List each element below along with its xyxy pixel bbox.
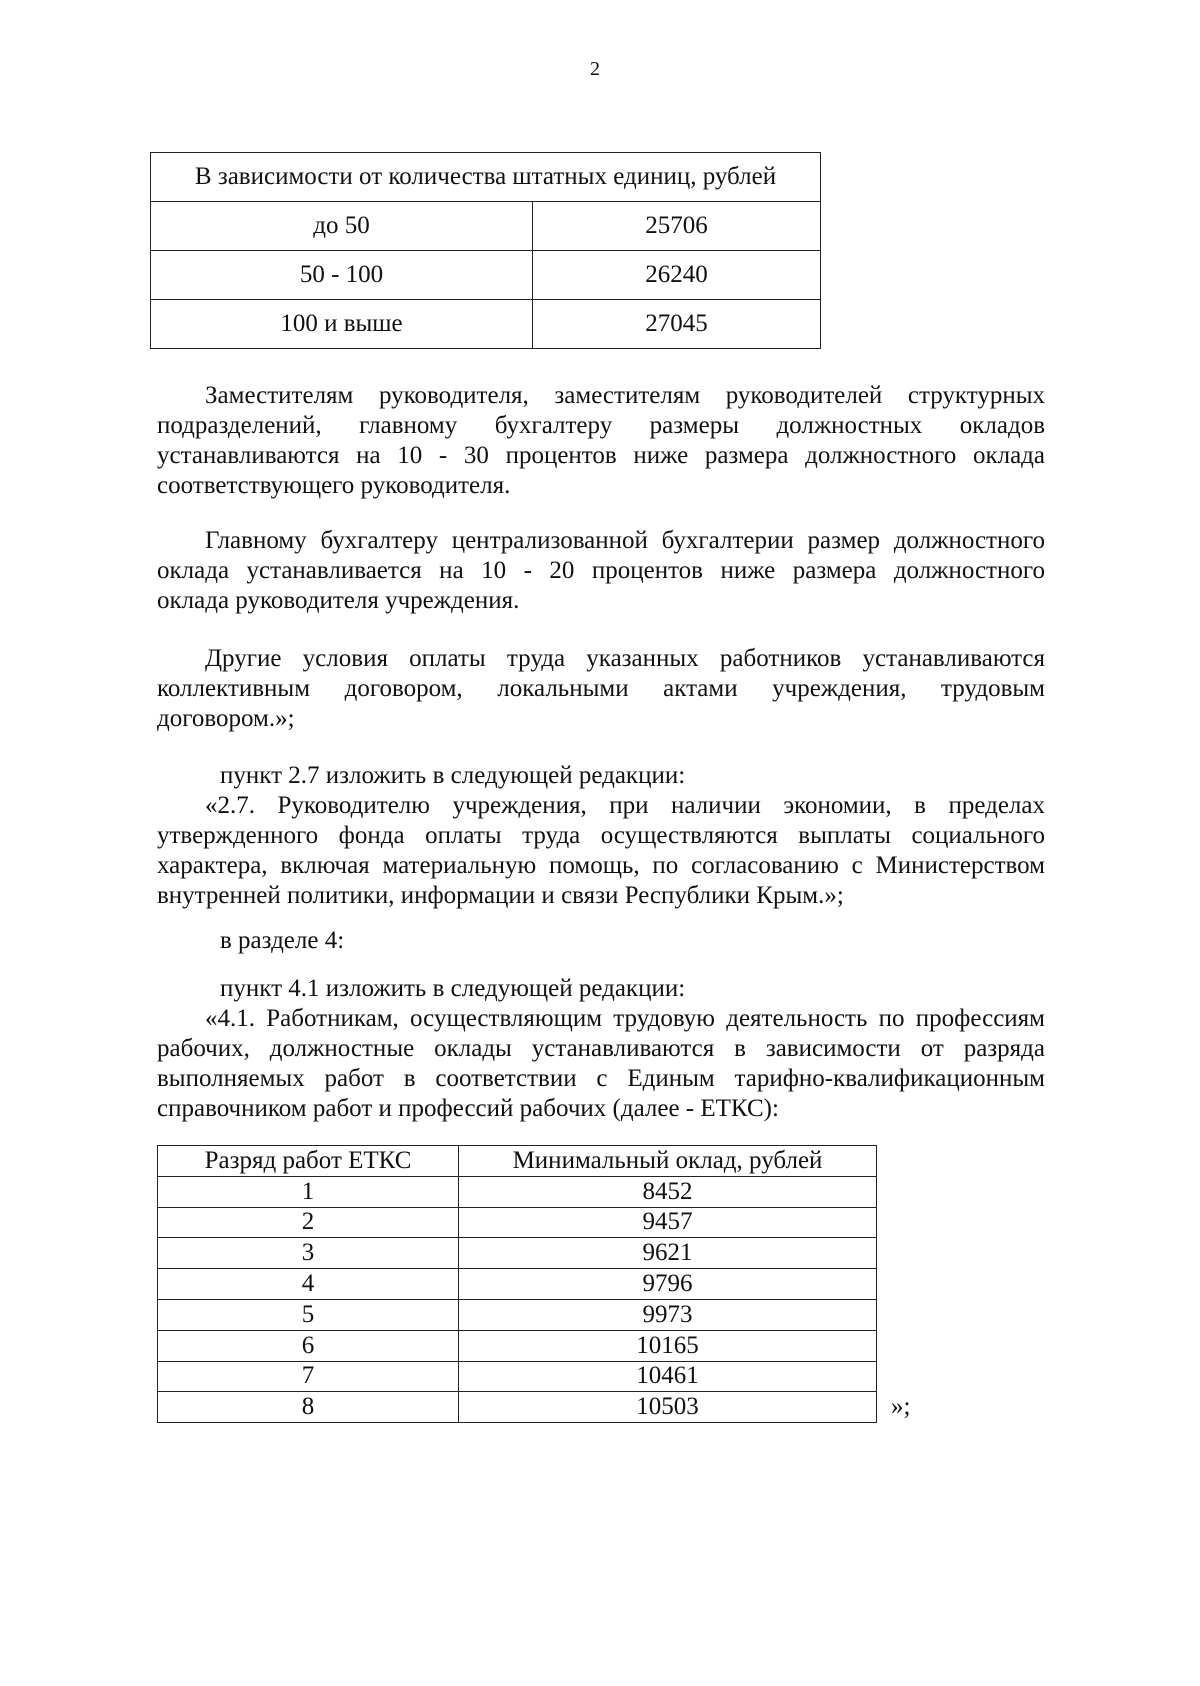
paragraph-line: выполняемых работ в соответствии с Единым тарифно-квалификационным [157, 1065, 1045, 1092]
paragraph-line: пункт 2.7 изложить в следующей редакции: [220, 762, 686, 789]
table-cell: 50 - 100 [151, 251, 533, 300]
paragraph-line: справочником работ и профессий рабочих (далее - ЕТКС): [157, 1095, 779, 1122]
table-row [158, 1269, 877, 1300]
table-row [151, 300, 821, 349]
paragraph-line: оклада руководителя учреждения. [157, 587, 520, 614]
table-cell: 10503 [459, 1392, 877, 1423]
table-row [158, 1330, 877, 1361]
table-cell: 9621 [459, 1238, 877, 1269]
table-row [158, 1207, 877, 1238]
table-row [151, 251, 821, 300]
table-cell: 5 [158, 1299, 459, 1330]
paragraph-line: соответствующего руководителя. [157, 472, 511, 499]
table-row [158, 1392, 877, 1423]
table-cell: до 50 [151, 202, 533, 251]
table-cell: 26240 [533, 251, 821, 300]
table-row [158, 1299, 877, 1330]
paragraph-line: Заместителям руководителя, заместителям руководителей структурных [205, 382, 1045, 409]
column-header: Разряд работ ЕТКС [158, 1146, 459, 1177]
paragraph-line: внутренней политики, информации и связи Республики Крым.»; [157, 882, 844, 909]
paragraph-line: характера, включая материальную помощь, по согласованию с Министерством [157, 852, 1045, 879]
table-cell: 6 [158, 1330, 459, 1361]
table-row [151, 202, 821, 251]
table-cell: 27045 [533, 300, 821, 349]
table-cell: 4 [158, 1269, 459, 1300]
table-row [158, 1238, 877, 1269]
paragraph-line: оклада устанавливается на 10 - 20 процентов ниже размера должностного [157, 557, 1045, 584]
salary-by-staff-table [150, 152, 821, 349]
paragraph-line: договором.»; [157, 705, 295, 732]
paragraph-line: «4.1. Работникам, осуществляющим трудовую деятельность по профессиям [205, 1005, 1045, 1032]
table-cell: 8452 [459, 1176, 877, 1207]
table-cell: 1 [158, 1176, 459, 1207]
paragraph-line: Главному бухгалтеру централизованной бухгалтерии размер должностного [205, 527, 1045, 554]
table-cell: 7 [158, 1361, 459, 1392]
table-cell: 100 и выше [151, 300, 533, 349]
paragraph-line: Другие условия оплаты труда указанных работников устанавливаются [205, 645, 1045, 672]
table-cell: 9457 [459, 1207, 877, 1238]
paragraph-line: «2.7. Руководителю учреждения, при наличии экономии, в пределах [205, 792, 1045, 819]
table-header: В зависимости от количества штатных единиц, рублей [151, 153, 821, 202]
paragraph-line: утвержденного фонда оплаты труда осуществляются выплаты социального [157, 822, 1045, 849]
table-cell: 9973 [459, 1299, 877, 1330]
page-number: 2 [590, 58, 600, 80]
paragraph-line: подразделений, главному бухгалтеру размеры должностных окладов [157, 412, 1045, 439]
table-row [158, 1361, 877, 1392]
paragraph-line: пункт 4.1 изложить в следующей редакции: [220, 975, 686, 1002]
table-cell: 10461 [459, 1361, 877, 1392]
column-header: Минимальный оклад, рублей [459, 1146, 877, 1177]
paragraph-line: устанавливаются на 10 - 30 процентов ниже размера должностного оклада [157, 442, 1045, 469]
paragraph-line: коллективным договором, локальными актами учреждения, трудовым [157, 675, 1045, 702]
table-cell: 2 [158, 1207, 459, 1238]
table-cell: 9796 [459, 1269, 877, 1300]
paragraph-line: в разделе 4: [220, 927, 345, 954]
closing-quote: »; [891, 1393, 911, 1420]
table-cell: 8 [158, 1392, 459, 1423]
table-row [158, 1176, 877, 1207]
table-cell: 3 [158, 1238, 459, 1269]
table-cell: 25706 [533, 202, 821, 251]
etks-salary-table [157, 1145, 877, 1423]
paragraph-line: рабочих, должностные оклады устанавливаются в зависимости от разряда [157, 1035, 1045, 1062]
table-cell: 10165 [459, 1330, 877, 1361]
